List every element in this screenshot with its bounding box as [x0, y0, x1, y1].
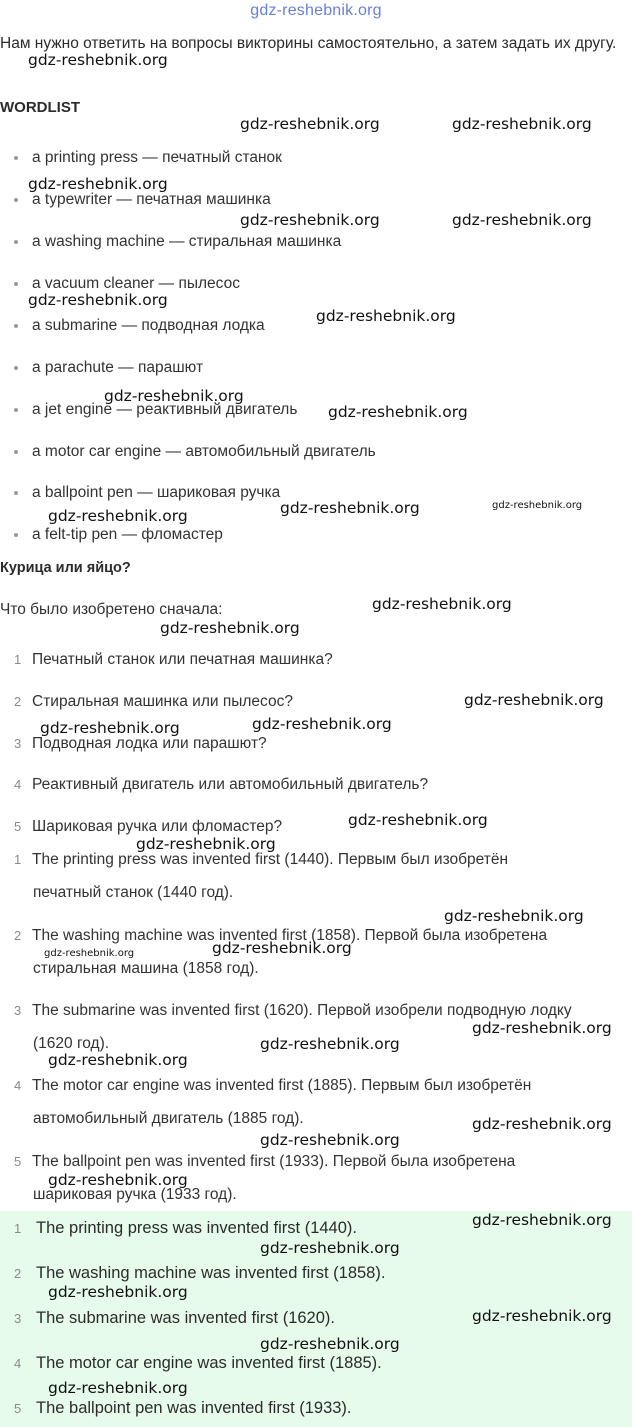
- watermark: gdz-reshebnik.org: [372, 595, 512, 613]
- watermark: gdz-reshebnik.org: [492, 500, 583, 511]
- bullet-icon: [14, 408, 18, 412]
- answer-continuation: (1620 год).: [33, 1035, 110, 1052]
- watermark: gdz-reshebnik.org: [472, 1307, 612, 1325]
- wordlist-item: a ballpoint pen — шариковая ручка: [14, 484, 280, 502]
- watermark: gdz-reshebnik.org: [464, 691, 604, 709]
- answer-row: 2 The washing machine was invented first (1858). Первой была изобретена: [14, 927, 548, 944]
- question-row: 4 Реактивный двигатель или автомобильный двигатель?: [14, 776, 429, 793]
- watermark: gdz-reshebnik.org: [452, 211, 592, 229]
- watermark: gdz-reshebnik.org: [280, 499, 420, 517]
- bullet-icon: [14, 240, 18, 244]
- watermark: gdz-reshebnik.org: [28, 291, 168, 309]
- watermark: gdz-reshebnik.org: [48, 1283, 188, 1301]
- summary-row: 4 The motor car engine was invented first (1885).: [14, 1354, 382, 1372]
- answer-row: 1 The printing press was invented first (1440). Первым был изобретён: [14, 851, 509, 868]
- watermark: gdz-reshebnik.org: [316, 307, 456, 325]
- watermark: gdz-reshebnik.org: [136, 835, 276, 853]
- answer-row: 5 The ballpoint pen was invented first (1933). Первой была изобретена: [14, 1153, 516, 1170]
- intro-text: Нам нужно ответить на вопросы викторины самостоятельно, а затем задать их другу.: [0, 35, 617, 52]
- bullet-icon: [14, 198, 18, 202]
- wordlist-heading: WORDLIST: [0, 99, 80, 116]
- watermark: gdz-reshebnik.org: [160, 619, 300, 637]
- bullet-icon: [14, 491, 18, 495]
- answer-continuation: печатный станок (1440 год).: [33, 884, 234, 901]
- watermark: gdz-reshebnik.org: [48, 1171, 188, 1189]
- answer-row: 4 The motor car engine was invented first (1885). Первым был изобретён: [14, 1077, 532, 1094]
- bullet-icon: [14, 450, 18, 454]
- question-row: 5 Шариковая ручка или фломастер?: [14, 818, 283, 835]
- answer-continuation: шариковая ручка (1933 год).: [33, 1186, 237, 1203]
- summary-row: 2 The washing machine was invented first (1858).: [14, 1264, 386, 1282]
- watermark: gdz-reshebnik.org: [328, 403, 468, 421]
- quiz-prompt: Что было изобретено сначала:: [0, 601, 223, 618]
- wordlist-item: a parachute — парашют: [14, 359, 203, 377]
- watermark: gdz-reshebnik.org: [348, 811, 488, 829]
- bullet-icon: [14, 156, 18, 160]
- watermark: gdz-reshebnik.org: [260, 1131, 400, 1149]
- watermark: gdz-reshebnik.org: [28, 175, 168, 193]
- watermark: gdz-reshebnik.org: [260, 1239, 400, 1257]
- watermark: gdz-reshebnik.org: [212, 939, 352, 957]
- watermark: gdz-reshebnik.org: [28, 51, 168, 69]
- summary-row: 1 The printing press was invented first (1440).: [14, 1219, 357, 1237]
- bullet-icon: [14, 282, 18, 286]
- answer-continuation: автомобильный двигатель (1885 год).: [33, 1110, 304, 1127]
- watermark: gdz-reshebnik.org: [44, 948, 135, 959]
- bullet-icon: [14, 533, 18, 537]
- watermark: gdz-reshebnik.org: [40, 719, 180, 737]
- wordlist-item: a motor car engine — автомобильный двигатель: [14, 443, 376, 461]
- answer-row: 3 The submarine was invented first (1620). Первой изобрели подводную лодку: [14, 1002, 572, 1019]
- question-row: 2 Стиральная машинка или пылесос?: [14, 693, 293, 710]
- wordlist-item: a jet engine — реактивный двигатель: [14, 401, 297, 419]
- watermark: gdz-reshebnik.org: [240, 211, 380, 229]
- wordlist-item: a printing press — печатный станок: [14, 149, 282, 167]
- watermark: gdz-reshebnik.org: [444, 907, 584, 925]
- watermark: gdz-reshebnik.org: [472, 1211, 612, 1229]
- watermark: gdz-reshebnik.org: [48, 507, 188, 525]
- summary-row: 3 The submarine was invented first (1620).: [14, 1309, 335, 1327]
- watermark: gdz-reshebnik.org: [252, 715, 392, 733]
- wordlist-item: a typewriter — печатная машинка: [14, 191, 271, 209]
- bullet-icon: [14, 366, 18, 370]
- summary-row: 5 The ballpoint pen was invented first (1933).: [14, 1399, 352, 1417]
- watermark: gdz-reshebnik.org: [48, 1051, 188, 1069]
- watermark: gdz-reshebnik.org: [452, 115, 592, 133]
- watermark: gdz-reshebnik.org: [104, 387, 244, 405]
- wordlist-item: a felt-tip pen — фломастер: [14, 526, 223, 544]
- watermark: gdz-reshebnik.org: [240, 115, 380, 133]
- watermark: gdz-reshebnik.org: [472, 1115, 612, 1133]
- question-row: 1 Печатный станок или печатная машинка?: [14, 651, 333, 668]
- watermark: gdz-reshebnik.org: [260, 1335, 400, 1353]
- wordlist-item: a vacuum cleaner — пылесос: [14, 275, 240, 293]
- watermark: gdz-reshebnik.org: [260, 1035, 400, 1053]
- answer-continuation: стиральная машина (1858 год).: [33, 960, 259, 977]
- watermark: gdz-reshebnik.org: [472, 1019, 612, 1037]
- question-row: 3 Подводная лодка или парашют?: [14, 735, 267, 752]
- wordlist-item: a submarine — подводная лодка: [14, 317, 265, 335]
- site-header[interactable]: gdz-reshebnik.org: [250, 2, 382, 19]
- watermark: gdz-reshebnik.org: [48, 1379, 188, 1397]
- bullet-icon: [14, 324, 18, 328]
- wordlist-item: a washing machine — стиральная машинка: [14, 233, 341, 251]
- quiz-heading: Курица или яйцо?: [0, 560, 131, 576]
